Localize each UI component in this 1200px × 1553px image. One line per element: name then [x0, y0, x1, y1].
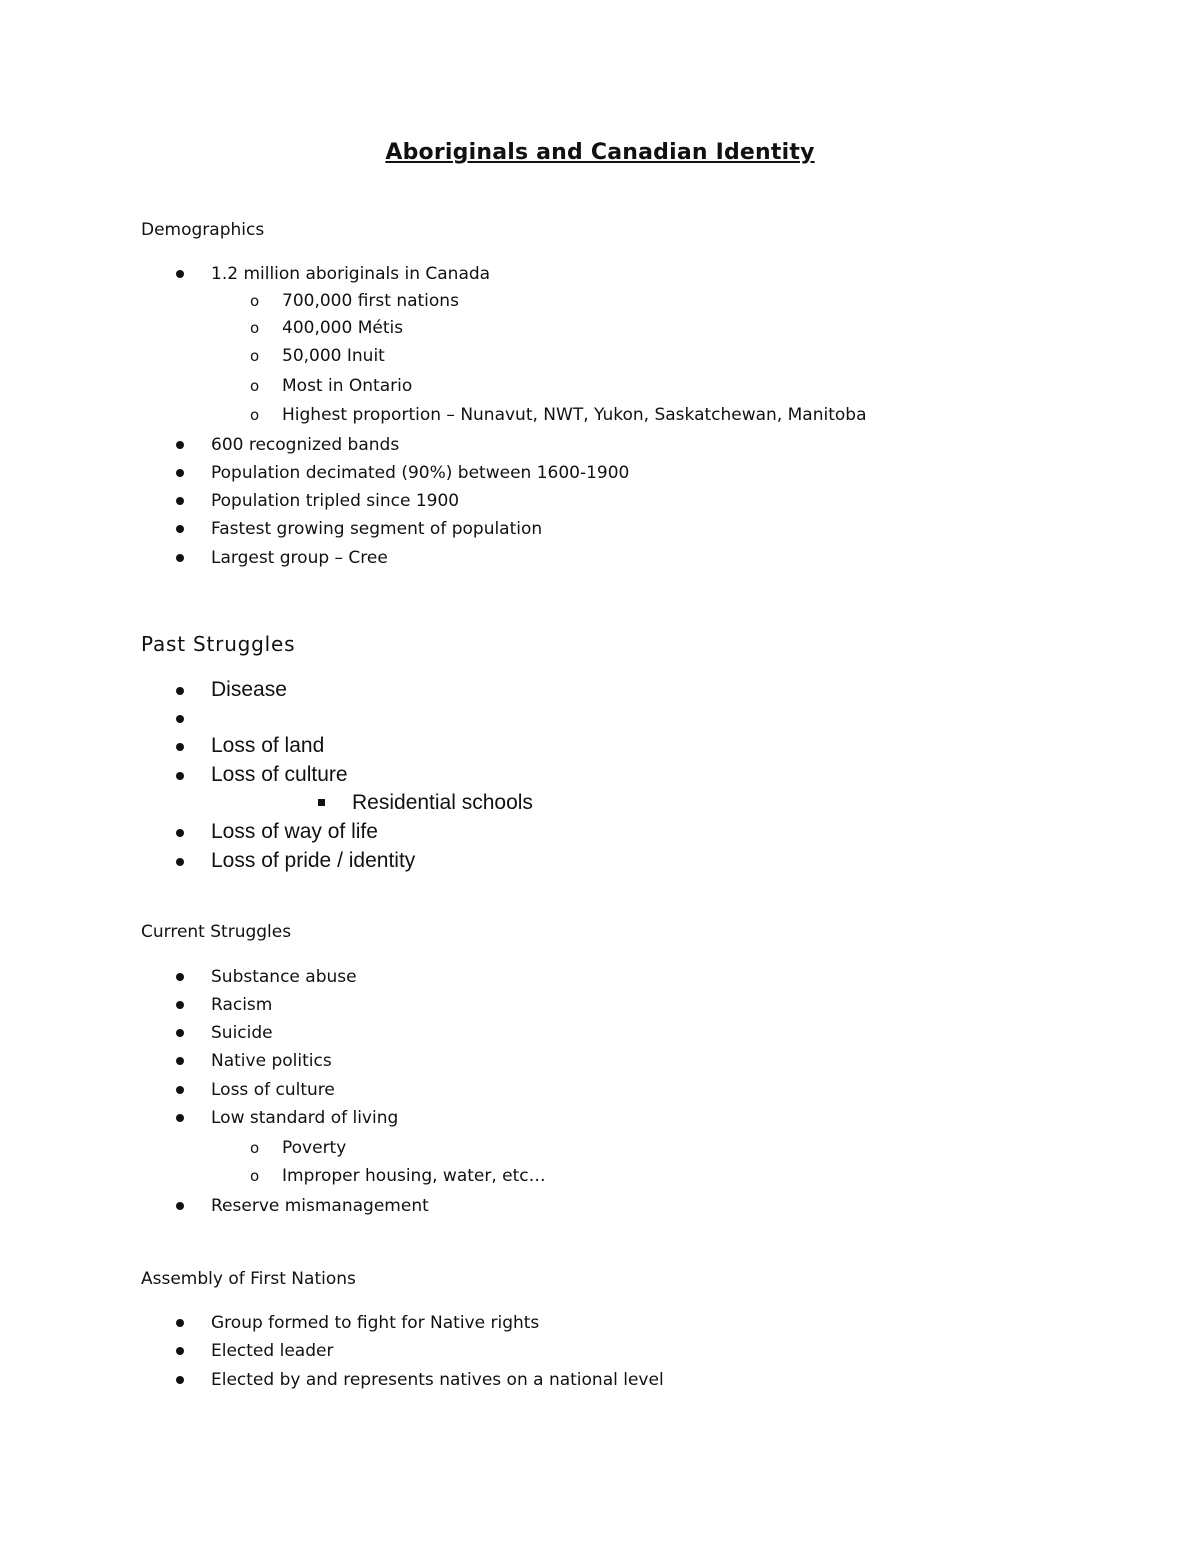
- list-item-text: Loss of land: [211, 734, 325, 757]
- list-item-text: 600 recognized bands: [211, 435, 400, 455]
- list-item-text: Highest proportion – Nunavut, NWT, Yukon, Saskatchewan, Manitoba: [282, 405, 867, 425]
- list-item-text: Largest group – Cree: [211, 548, 388, 568]
- bullet-icon: [176, 1376, 184, 1384]
- bullet-icon: [176, 1347, 184, 1355]
- bullet-icon: [176, 1202, 184, 1210]
- list-item-text: 700,000 first nations: [282, 291, 459, 311]
- bullet-icon: [176, 554, 184, 562]
- list-item-text: Native politics: [211, 1051, 332, 1071]
- list-item-text: Disease: [211, 678, 287, 701]
- sub-bullet-icon: o: [250, 292, 260, 310]
- list-item-text: Population tripled since 1900: [211, 491, 460, 511]
- bullet-icon: [176, 743, 184, 751]
- list-item-text: Loss of culture: [211, 763, 348, 786]
- section-heading-assembly-of-first-nations: Assembly of First Nations: [141, 1269, 356, 1289]
- sub-bullet-icon: o: [250, 347, 260, 365]
- bullet-icon: [176, 829, 184, 837]
- list-item-text: Residential schools: [352, 791, 533, 814]
- bullet-icon: [176, 973, 184, 981]
- list-item-text: Population decimated (90%) between 1600-1900: [211, 463, 630, 483]
- list-item-text: Low standard of living: [211, 1108, 399, 1128]
- list-item-text: Group formed to fight for Native rights: [211, 1313, 540, 1333]
- bullet-icon: [176, 772, 184, 780]
- list-item-text: 400,000 Métis: [282, 318, 404, 338]
- bullet-icon: [176, 1319, 184, 1327]
- bullet-icon: [176, 525, 184, 533]
- list-item-text: Suicide: [211, 1023, 273, 1043]
- list-item-text: Fastest growing segment of population: [211, 519, 543, 539]
- list-item-text: Loss of pride / identity: [211, 849, 416, 872]
- bullet-icon: [176, 1086, 184, 1094]
- bullet-icon: [176, 270, 184, 278]
- bullet-icon: [176, 1114, 184, 1122]
- sub-bullet-icon: o: [250, 406, 260, 424]
- bullet-icon: [176, 1029, 184, 1037]
- list-item-text: Most in Ontario: [282, 376, 413, 396]
- document-title: Aboriginals and Canadian Identity: [385, 140, 815, 165]
- bullet-icon: [176, 715, 184, 723]
- list-item-text: Elected by and represents natives on a national level: [211, 1370, 664, 1390]
- list-item-text: Improper housing, water, etc…: [282, 1166, 546, 1186]
- bullet-icon: [176, 687, 184, 695]
- list-item-text: Elected leader: [211, 1341, 334, 1361]
- sub-bullet-icon: o: [250, 319, 260, 337]
- sub-bullet-icon: o: [250, 1139, 260, 1157]
- sub-bullet-icon: o: [250, 377, 260, 395]
- list-item-text: 1.2 million aboriginals in Canada: [211, 264, 491, 284]
- list-item-text: Reserve mismanagement: [211, 1196, 429, 1216]
- bullet-icon: [176, 858, 184, 866]
- list-item-text: Loss of culture: [211, 1080, 335, 1100]
- bullet-icon: [176, 469, 184, 477]
- bullet-icon: [176, 1057, 184, 1065]
- list-item-text: Loss of way of life: [211, 820, 378, 843]
- list-item-text: Racism: [211, 995, 273, 1015]
- list-item-text: Poverty: [282, 1138, 347, 1158]
- bullet-icon: [176, 1001, 184, 1009]
- bullet-icon: [176, 497, 184, 505]
- section-heading-demographics: Demographics: [141, 220, 265, 240]
- square-bullet-icon: [318, 799, 325, 806]
- bullet-icon: [176, 441, 184, 449]
- sub-bullet-icon: o: [250, 1167, 260, 1185]
- list-item-text: 50,000 Inuit: [282, 346, 385, 366]
- list-item-text: Substance abuse: [211, 967, 357, 987]
- section-heading-past-struggles: Past Struggles: [141, 632, 296, 656]
- section-heading-current-struggles: Current Struggles: [141, 922, 292, 942]
